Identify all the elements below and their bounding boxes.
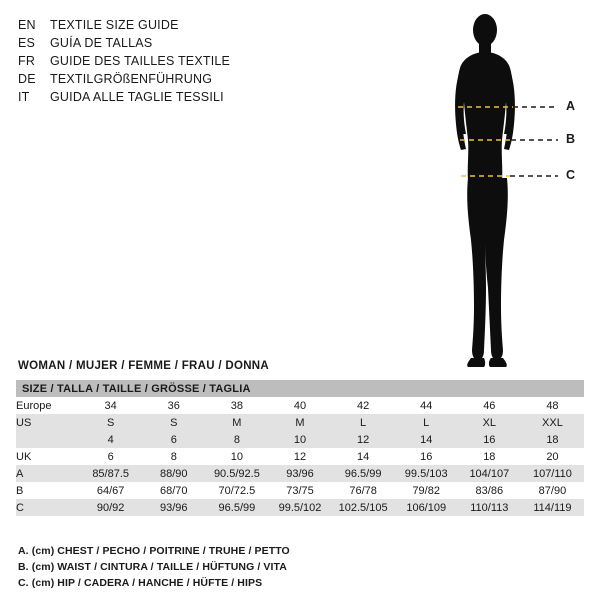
size-table-container <box>16 380 584 516</box>
cell: M <box>205 414 268 431</box>
note-hip: C. (cm) HIP / CADERA / HANCHE / HÜFTE / HIPS <box>18 577 263 589</box>
cell: 38 <box>205 397 268 414</box>
cell: 8 <box>205 431 268 448</box>
cell: 10 <box>205 448 268 465</box>
cell: 68/70 <box>142 482 205 499</box>
cell: 107/110 <box>521 465 584 482</box>
cell: 14 <box>395 431 458 448</box>
table-row <box>16 397 584 414</box>
cell: 106/109 <box>395 499 458 516</box>
language-code: DE <box>18 72 36 86</box>
female-silhouette-figure <box>430 8 590 373</box>
table-header-label: SIZE / TALLA / TAILLE / GRÖSSE / TAGLIA <box>16 380 584 397</box>
table-row <box>16 499 584 516</box>
cell: 93/96 <box>142 499 205 516</box>
cell: 99.5/103 <box>395 465 458 482</box>
cell: S <box>79 414 142 431</box>
cell: 12 <box>268 448 331 465</box>
silhouette-icon <box>455 14 515 367</box>
row-label <box>16 431 79 448</box>
row-label: UK <box>16 448 79 465</box>
cell: 6 <box>142 431 205 448</box>
marker-label-c: C <box>566 168 576 182</box>
language-row <box>18 16 348 34</box>
cell: 110/113 <box>458 499 521 516</box>
size-table <box>16 380 584 516</box>
language-title: GUÍA DE TALLAS <box>50 36 153 50</box>
cell: 83/86 <box>458 482 521 499</box>
cell: 48 <box>521 397 584 414</box>
marker-label-a: A <box>566 99 576 113</box>
cell: 93/96 <box>268 465 331 482</box>
marker-label-b: B <box>566 132 576 146</box>
row-label: US <box>16 414 79 431</box>
cell: 46 <box>458 397 521 414</box>
cell: 40 <box>268 397 331 414</box>
cell: 76/78 <box>332 482 395 499</box>
cell: 79/82 <box>395 482 458 499</box>
language-row <box>18 34 348 52</box>
cell: 73/75 <box>268 482 331 499</box>
language-title: GUIDE DES TAILLES TEXTILE <box>50 54 231 68</box>
cell: 12 <box>332 431 395 448</box>
cell: 4 <box>79 431 142 448</box>
language-code: EN <box>18 18 36 32</box>
language-code: FR <box>18 54 36 68</box>
cell: 6 <box>79 448 142 465</box>
row-label: Europe <box>16 397 79 414</box>
cell: M <box>268 414 331 431</box>
language-code: IT <box>18 90 30 104</box>
row-label: A <box>16 465 79 482</box>
cell: 70/72.5 <box>205 482 268 499</box>
note-waist: B. (cm) WAIST / CINTURA / TAILLE / HÜFTUNG / VITA <box>18 561 287 573</box>
cell: 96.5/99 <box>205 499 268 516</box>
table-row <box>16 448 584 465</box>
section-heading-woman: WOMAN / MUJER / FEMME / FRAU / DONNA <box>18 360 270 372</box>
table-row <box>16 414 584 431</box>
cell: 90/92 <box>79 499 142 516</box>
cell: XL <box>458 414 521 431</box>
cell: 99.5/102 <box>268 499 331 516</box>
language-row <box>18 88 348 106</box>
cell: 14 <box>332 448 395 465</box>
cell: S <box>142 414 205 431</box>
cell: 87/90 <box>521 482 584 499</box>
cell: 8 <box>142 448 205 465</box>
language-title: TEXTILE SIZE GUIDE <box>50 18 179 32</box>
cell: 34 <box>79 397 142 414</box>
cell: 102.5/105 <box>332 499 395 516</box>
cell: 20 <box>521 448 584 465</box>
cell: 104/107 <box>458 465 521 482</box>
cell: L <box>332 414 395 431</box>
language-code: ES <box>18 36 36 50</box>
cell: 44 <box>395 397 458 414</box>
language-row <box>18 52 348 70</box>
cell: 96.5/99 <box>332 465 395 482</box>
row-label: B <box>16 482 79 499</box>
cell: 42 <box>332 397 395 414</box>
language-title: GUIDA ALLE TAGLIE TESSILI <box>50 90 224 104</box>
table-row <box>16 465 584 482</box>
language-title: TEXTILGRÖßENFÜHRUNG <box>50 72 213 86</box>
cell: XXL <box>521 414 584 431</box>
note-chest: A. (cm) CHEST / PECHO / POITRINE / TRUHE / PETTO <box>18 545 290 557</box>
cell: 18 <box>458 448 521 465</box>
language-title-list <box>18 16 348 106</box>
cell: 88/90 <box>142 465 205 482</box>
language-row <box>18 70 348 88</box>
cell: 114/119 <box>521 499 584 516</box>
row-label: C <box>16 499 79 516</box>
table-header-row <box>16 380 584 397</box>
cell: 64/67 <box>79 482 142 499</box>
cell: 16 <box>458 431 521 448</box>
cell: 90.5/92.5 <box>205 465 268 482</box>
cell: 85/87.5 <box>79 465 142 482</box>
table-row <box>16 431 584 448</box>
table-row <box>16 482 584 499</box>
cell: 36 <box>142 397 205 414</box>
cell: 18 <box>521 431 584 448</box>
cell: L <box>395 414 458 431</box>
cell: 16 <box>395 448 458 465</box>
cell: 10 <box>268 431 331 448</box>
measurement-notes <box>18 543 578 591</box>
